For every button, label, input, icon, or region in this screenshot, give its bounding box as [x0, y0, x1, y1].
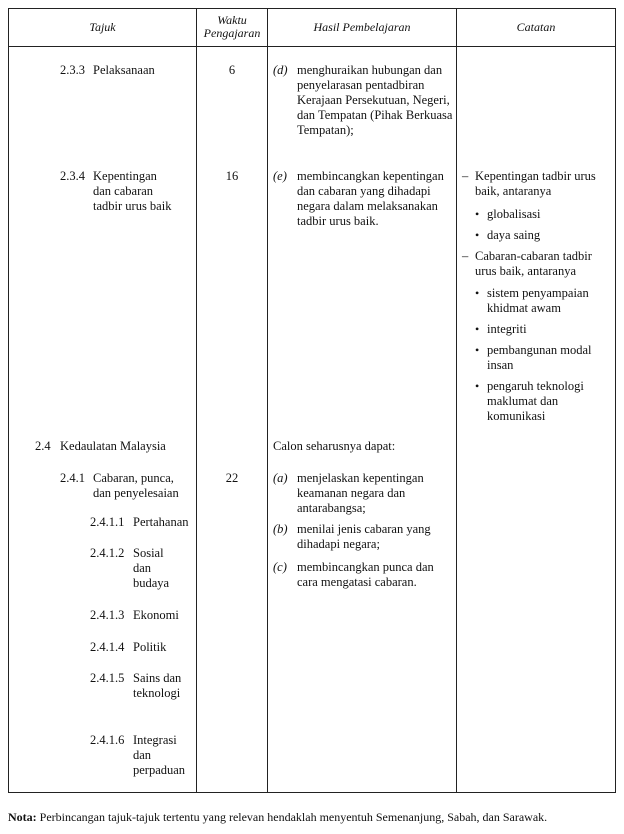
notes-bullet-item: • globalisasi [487, 207, 540, 222]
subtopic-number: 2.4.1.3 [90, 608, 125, 622]
col-divider-3 [456, 8, 457, 793]
footnote [8, 810, 620, 825]
notes-bullet-item: • pembangunan modal insan [487, 343, 613, 373]
outcome-letter: (d) [273, 63, 288, 77]
topic-title: Pelaksanaan [93, 63, 155, 77]
header-bottom-border [8, 46, 616, 47]
table-right-border [615, 8, 616, 793]
header-topic: Tajuk [89, 20, 116, 34]
notes-group-1-title: Kepentingan tadbir urus baik, antaranya [475, 169, 596, 198]
outcome-text: menghuraikan hubungan dan penyelarasan pentadbiran Kerajaan Persekutuan, Negeri, dan Tempatan (Pihak Berkuasa Tempatan); [297, 63, 453, 137]
header-time: Waktu Pengajaran [203, 13, 261, 40]
subtopic-number: 2.4.1.1 [90, 515, 125, 529]
notes-dash: – [462, 249, 469, 263]
subtopic-title: Politik [133, 640, 167, 654]
subtopic-title: Sains dan teknologi [133, 671, 182, 700]
subtopic-number: 2.4.1.4 [90, 640, 125, 654]
notes-bullet-item: • sistem penyampaian khidmat awam [487, 286, 613, 316]
notes-bullet-item: • daya saing [487, 228, 540, 243]
notes-dash: – [462, 169, 469, 183]
table-bottom-border [8, 792, 616, 793]
notes-bullet-item: • integriti [487, 322, 527, 337]
topic-number: 2.4.1 [60, 471, 85, 485]
outcome-letter: (e) [273, 169, 287, 183]
section-title: Kedaulatan Malaysia [60, 439, 166, 453]
subtopic-title: Integrasi dan perpaduan [133, 733, 186, 777]
subtopic-title: Ekonomi [133, 608, 179, 622]
outcome-intro: Calon seharusnya dapat: [273, 439, 396, 453]
teaching-hours: 16 [225, 169, 239, 183]
outcome-text: menjelaskan kepentingan keamanan negara dan antarabangsa; [297, 471, 424, 515]
topic-title: Kepentingan dan cabaran tadbir urus baik [93, 169, 172, 213]
subtopic-number: 2.4.1.5 [90, 671, 125, 685]
subtopic-title: Sosial dan budaya [133, 546, 170, 590]
footnote-label: Nota: [8, 810, 37, 824]
notes-bullet-item: • pengaruh teknologi maklumat dan komunikasi [487, 379, 613, 424]
outcome-text: membincangkan kepentingan dan cabaran yang dihadapi negara dalam melaksanakan tadbir urus baik. [297, 169, 444, 228]
outcome-letter: (c) [273, 560, 287, 574]
header-outcome: Hasil Pembelajaran [313, 20, 411, 34]
footnote-text: Perbincangan tajuk-tajuk tertentu yang relevan hendaklah menyentuh Semenanjung, Sabah, dan Sarawak. [39, 810, 548, 824]
header-notes: Catatan [516, 20, 556, 34]
section-number: 2.4 [35, 439, 51, 453]
teaching-hours: 22 [225, 471, 239, 485]
table-top-border [8, 8, 616, 9]
topic-title: Cabaran, punca, dan penyelesaian [93, 471, 179, 500]
outcome-letter: (b) [273, 522, 288, 536]
col-divider-1 [196, 8, 197, 793]
topic-number: 2.3.3 [60, 63, 85, 77]
topic-number: 2.3.4 [60, 169, 85, 183]
subtopic-number: 2.4.1.2 [90, 546, 125, 560]
outcome-text: menilai jenis cabaran yang dihadapi negara; [297, 522, 431, 551]
outcome-letter: (a) [273, 471, 288, 485]
table-left-border [8, 8, 9, 793]
col-divider-2 [267, 8, 268, 793]
teaching-hours: 6 [228, 63, 236, 77]
notes-group-2-title: Cabaran-cabaran tadbir urus baik, antaranya [475, 249, 592, 278]
subtopic-number: 2.4.1.6 [90, 733, 125, 747]
outcome-text: membincangkan punca dan cara mengatasi cabaran. [297, 560, 434, 589]
subtopic-title: Pertahanan [133, 515, 189, 529]
